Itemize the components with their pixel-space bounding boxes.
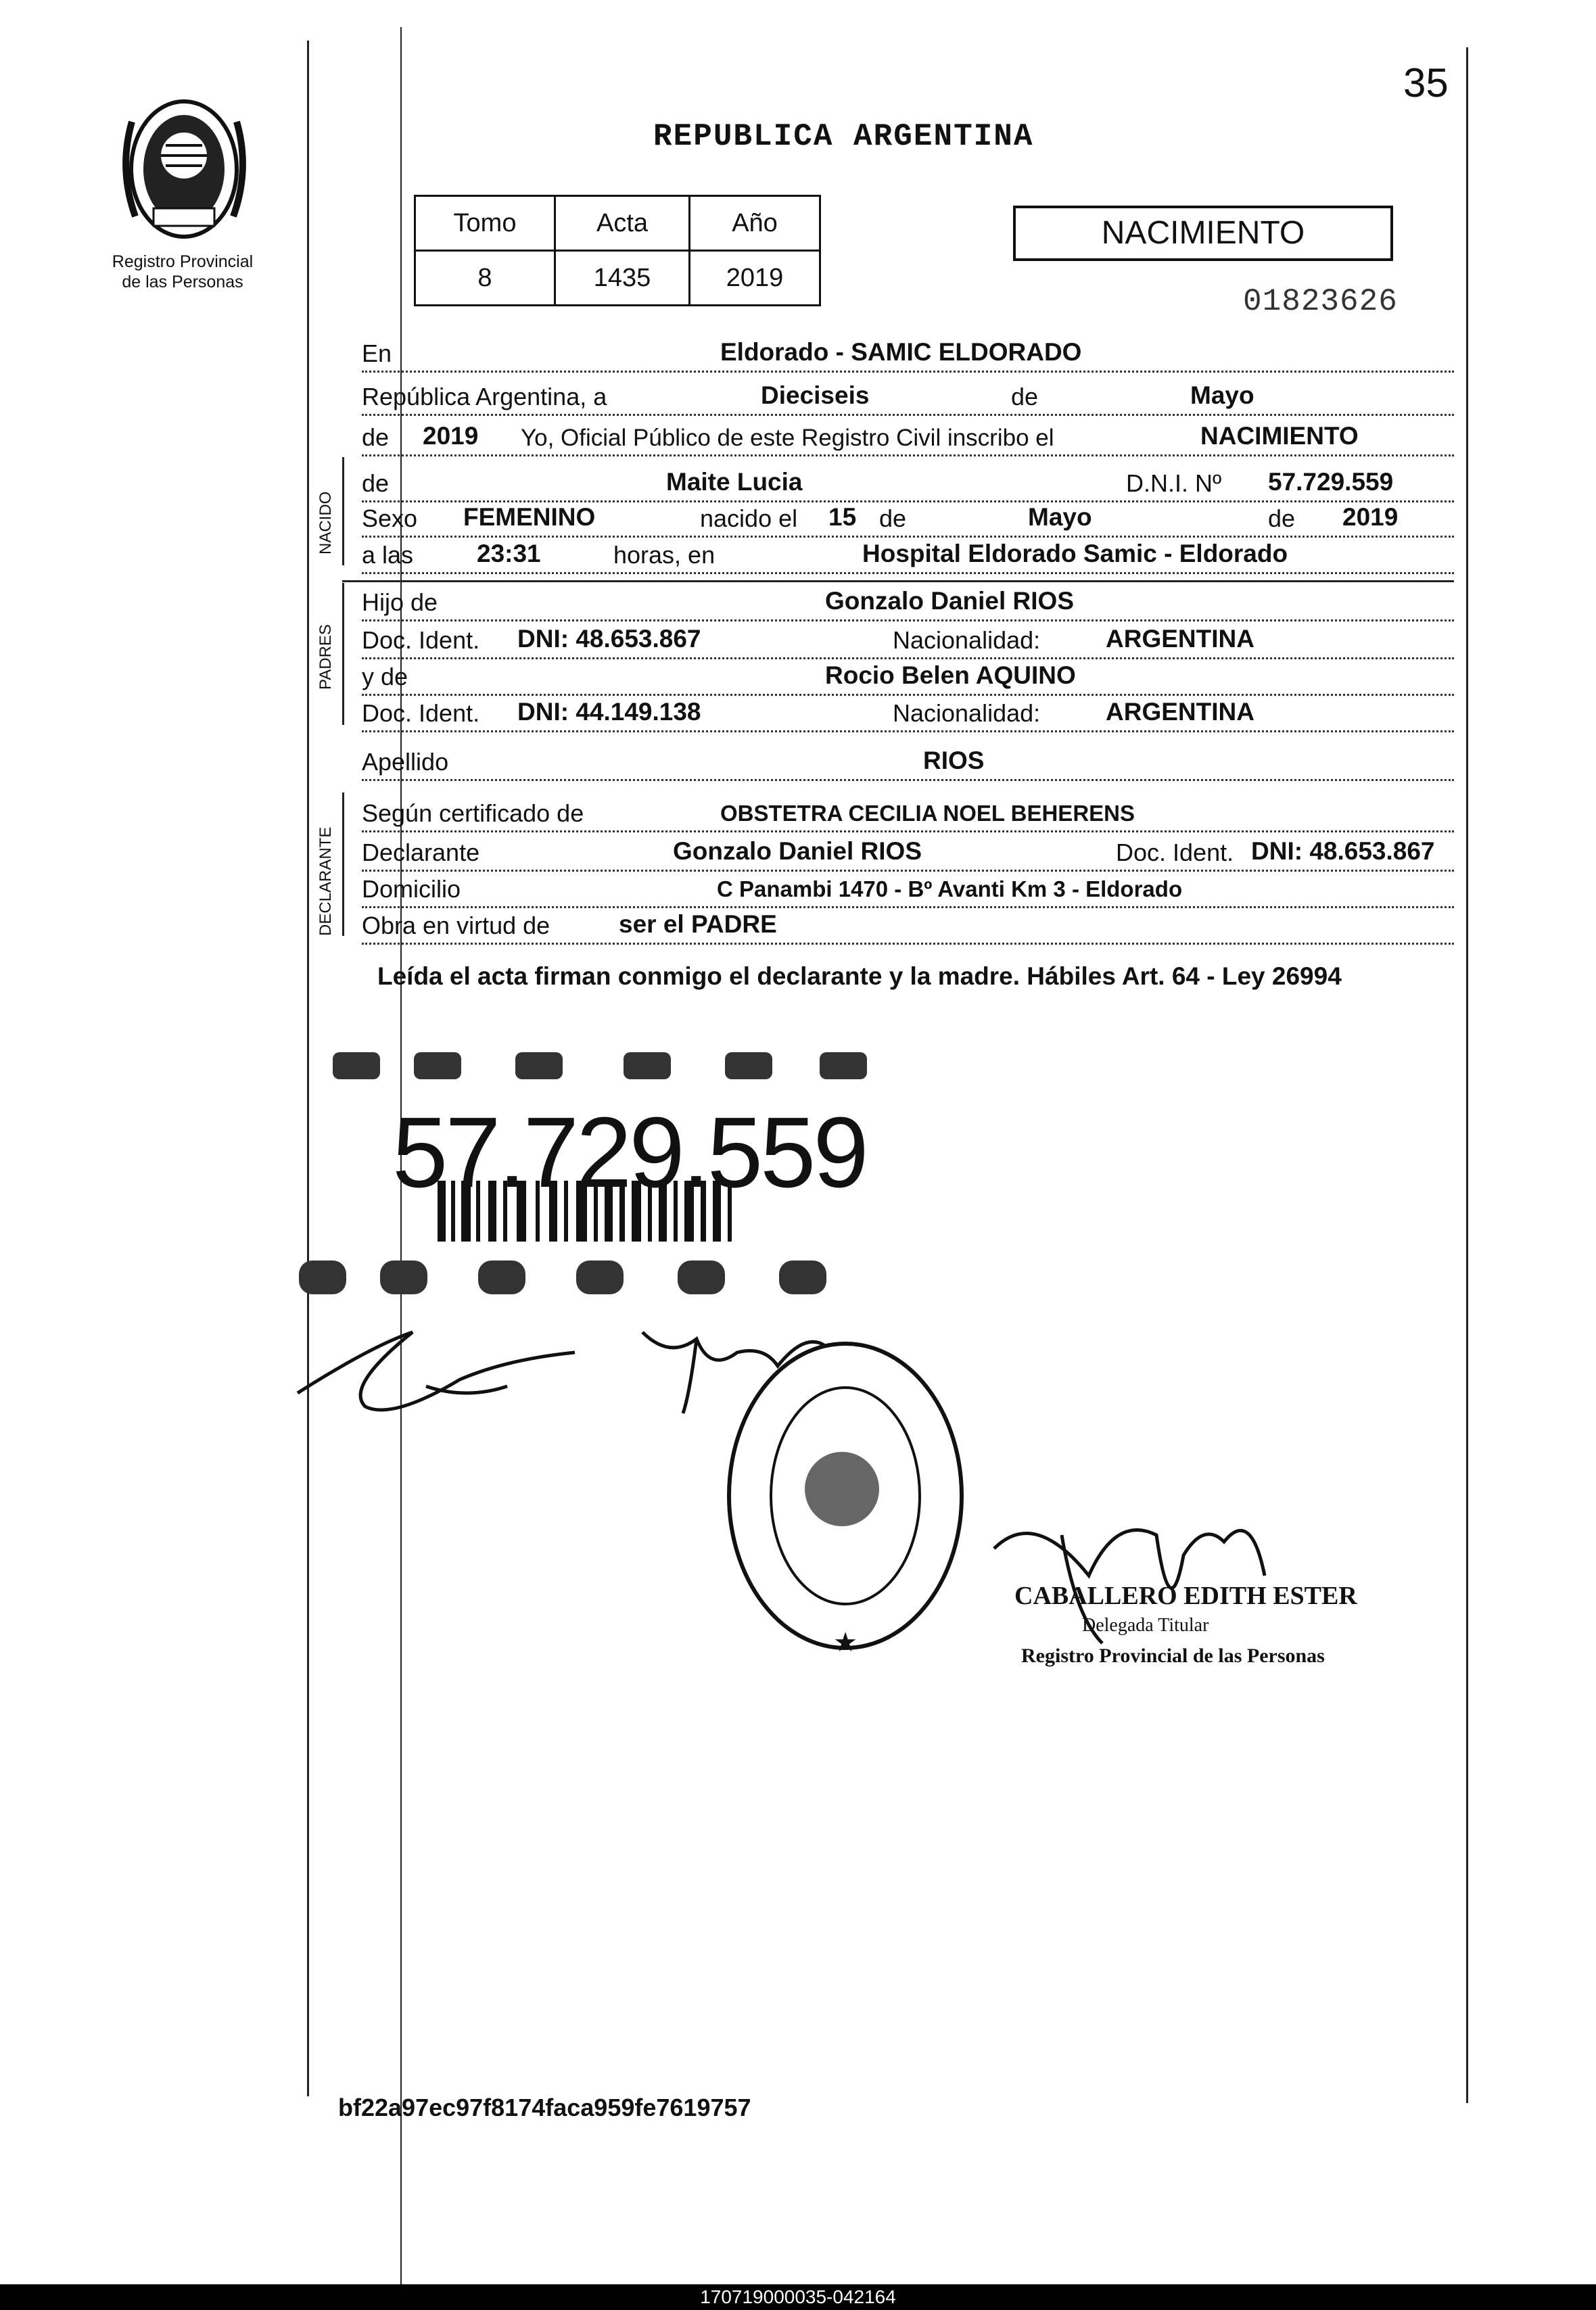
year-value: 2019 xyxy=(423,422,479,450)
section-bar-nacido xyxy=(342,457,344,565)
section-bar-declarante xyxy=(342,793,344,936)
side-label-nacido: NACIDO xyxy=(316,491,335,555)
birth-place: Hospital Eldorado Samic - Eldorado xyxy=(862,540,1288,567)
declarant-dni: DNI: 48.653.867 xyxy=(1251,837,1435,865)
child-dni: 57.729.559 xyxy=(1268,468,1394,496)
certificate-row: Según certificado de OBSTETRA CECILIA NOEL BEHERENS xyxy=(362,790,1454,832)
time-row: a las 23:31 horas, en Hospital Eldorado Samic - Eldorado xyxy=(362,532,1454,574)
month-value: Mayo xyxy=(1190,381,1254,409)
sticker-dni-number: 57.729.559 xyxy=(392,1097,866,1208)
value-tomo: 8 xyxy=(415,251,555,306)
serial-number: 01823626 xyxy=(1243,284,1398,319)
document-hash: bf22a97ec97f8174faca959fe7619757 xyxy=(338,2094,751,2121)
logo-caption: Registro Provincial de las Personas xyxy=(112,252,254,291)
mother-dni: DNI: 44.149.138 xyxy=(517,698,701,726)
day-value: Dieciseis xyxy=(761,381,870,409)
header-anio: Año xyxy=(690,196,820,251)
republica-row: República Argentina, a Dieciseis de Mayo xyxy=(362,373,1454,416)
mother-row: y de Rocio Belen AQUINO xyxy=(362,653,1454,696)
declarant-name: Gonzalo Daniel RIOS xyxy=(673,837,922,865)
mother-name: Rocio Belen AQUINO xyxy=(825,661,1076,689)
declarant-row: Declarante Gonzalo Daniel RIOS Doc. Ident. DNI: 48.653.867 xyxy=(362,829,1454,872)
father-name: Gonzalo Daniel RIOS xyxy=(825,587,1074,615)
document-title: REPUBLICA ARGENTINA xyxy=(653,119,1034,154)
inscribed-value: NACIMIENTO xyxy=(1200,422,1359,450)
svg-text:★: ★ xyxy=(833,1628,858,1657)
surname-row: Apellido RIOS xyxy=(362,738,1454,781)
father-nationality: ARGENTINA xyxy=(1106,625,1254,653)
section-bar-padres xyxy=(342,583,344,725)
child-sex: FEMENINO xyxy=(463,503,596,531)
header-tomo: Tomo xyxy=(415,196,555,251)
birth-month: Mayo xyxy=(1028,503,1092,531)
value-anio: 2019 xyxy=(690,251,820,306)
side-label-padres: PADRES xyxy=(316,624,335,690)
year-row: de 2019 Yo, Oficial Público de este Registro Civil inscribo el NACIMIENTO xyxy=(362,414,1454,456)
footer-code: 170719000035-042164 xyxy=(0,2284,1596,2310)
value-acta: 1435 xyxy=(555,251,690,306)
mother-doc-row: Doc. Ident. DNI: 44.149.138 Nacionalidad: ARGENTINA xyxy=(362,690,1454,732)
official-organization: Registro Provincial de las Personas xyxy=(1021,1645,1325,1667)
birth-year: 2019 xyxy=(1342,503,1399,531)
address-value: C Panambi 1470 - Bº Avanti Km 3 - Eldorado xyxy=(717,876,1183,901)
margin-line-right xyxy=(1466,47,1468,2103)
record-table xyxy=(414,195,821,306)
relation-value: ser el PADRE xyxy=(619,910,777,938)
header-acta: Acta xyxy=(555,196,690,251)
relation-row: Obra en virtud de ser el PADRE xyxy=(362,902,1454,945)
mother-nationality: ARGENTINA xyxy=(1106,698,1254,726)
page-number: 35 xyxy=(1403,60,1449,105)
side-label-declarante: DECLARANTE xyxy=(316,826,335,936)
certificate-value: OBSTETRA CECILIA NOEL BEHERENS xyxy=(720,801,1135,826)
official-role: Delegada Titular xyxy=(1082,1615,1209,1636)
father-dni: DNI: 48.653.867 xyxy=(517,625,701,653)
birth-time: 23:31 xyxy=(477,540,541,567)
record-type-box: NACIMIENTO xyxy=(1013,206,1393,261)
child-name: Maite Lucia xyxy=(666,468,803,496)
surname-value: RIOS xyxy=(923,747,985,774)
father-row: Hijo de Gonzalo Daniel RIOS xyxy=(362,579,1454,621)
official-name: CABALLERO EDITH ESTER xyxy=(1014,1582,1357,1610)
name-row: de Maite Lucia D.N.I. Nº 57.729.559 xyxy=(362,460,1454,502)
closing-statement: Leída el acta firman conmigo el declarante y la madre. Hábiles Art. 64 - Ley 26994 xyxy=(377,962,1342,990)
birth-day: 15 xyxy=(828,503,857,531)
sex-row: Sexo FEMENINO nacido el 15 de Mayo de 2019 xyxy=(362,495,1454,538)
misiones-emblem-logo xyxy=(112,81,257,250)
father-doc-row: Doc. Ident. DNI: 48.653.867 Nacionalidad: ARGENTINA xyxy=(362,617,1454,659)
address-row: Domicilio C Panambi 1470 - Bº Avanti Km 3 - Eldorado xyxy=(362,866,1454,908)
place-value: Eldorado - SAMIC ELDORADO xyxy=(720,338,1082,366)
registry-seal xyxy=(717,1334,974,1658)
en-row: En Eldorado - SAMIC ELDORADO xyxy=(362,330,1454,373)
